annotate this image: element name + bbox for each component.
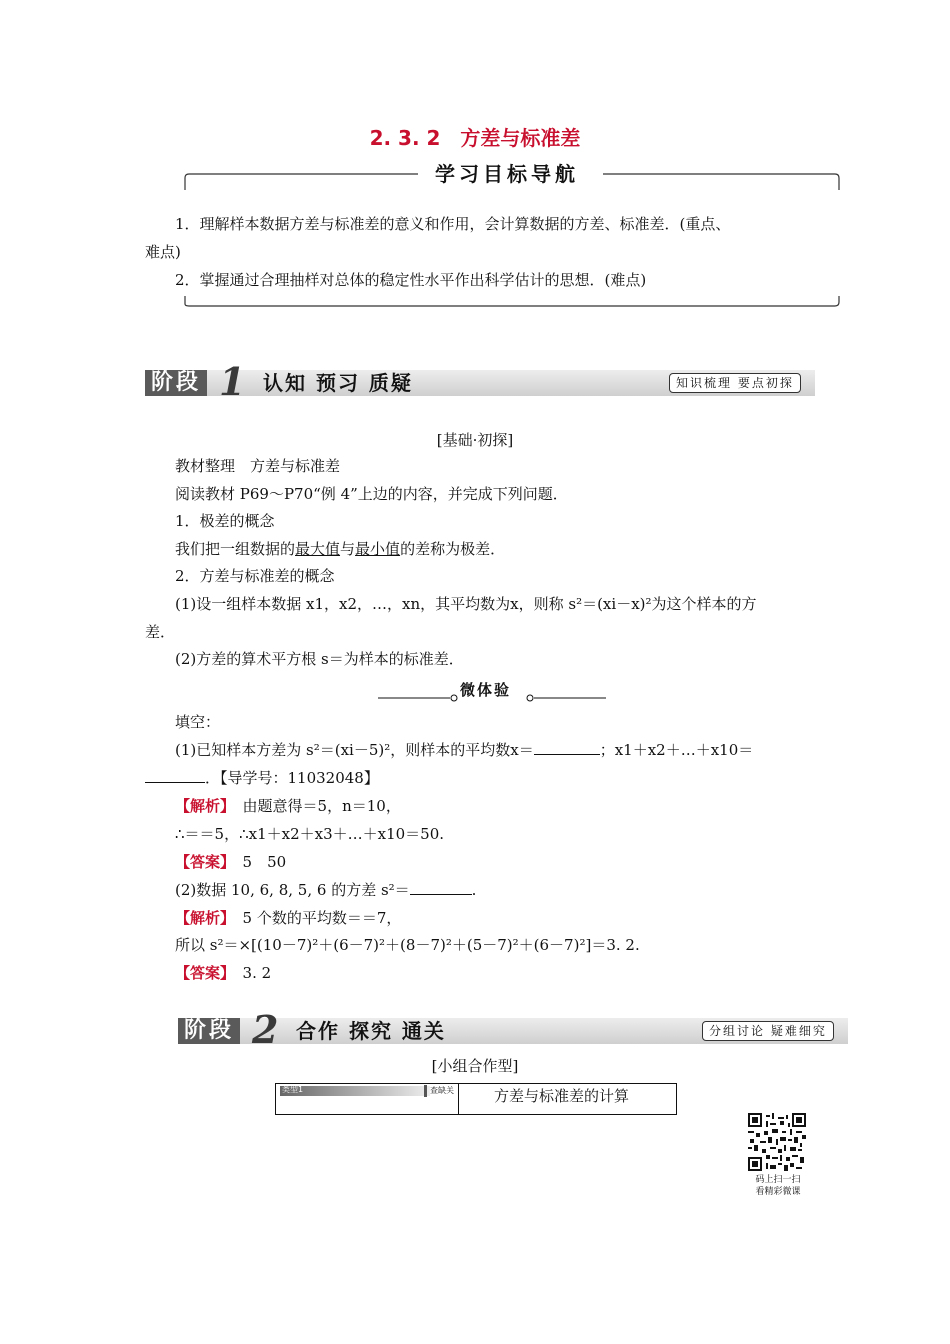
blank-variance[interactable] [410, 880, 472, 895]
section-bracket-group: [小组合作型] [431, 1057, 519, 1075]
question-2: (2)数据 10, 6, 8, 5, 6 的方差 s²＝ . [175, 881, 477, 899]
type-divider [458, 1084, 459, 1114]
experience-heading: 微体验 [460, 681, 512, 699]
type-title: 方差与标准差的计算 [494, 1087, 630, 1105]
question-1-cont: ．【导学号：11032048】 [145, 768, 379, 788]
blank-mean[interactable] [534, 740, 600, 755]
variance-heading: 2．方差与标准差的概念 [175, 567, 335, 585]
analysis-1: 【解析】 由题意得＝5，n＝10， [175, 797, 401, 815]
stage1-title: 认知 预习 质疑 [263, 371, 413, 395]
stage2-number: 2 [252, 1007, 279, 1052]
type-box [275, 1083, 677, 1115]
goal-item-1: 1．理解样本数据方差与标准差的意义和作用，会计算数据的方差、标准差．(重点、 [175, 215, 731, 233]
goals-heading: 学习目标导航 [418, 158, 596, 187]
range-heading: 1．极差的概念 [175, 512, 275, 530]
variance-definition-cont: 差． [145, 623, 176, 641]
fill-label: 填空： [175, 713, 221, 731]
analysis-2-cont: 所以 s²＝×[(10－7)²＋(6－7)²＋(8－7)²＋(5－7)²＋(6－7)²]＝3. 2. [175, 936, 640, 954]
qr-caption-line2: 看精彩微课 [755, 1187, 801, 1197]
qr-caption-line1: 码上扫一扫 [755, 1175, 801, 1185]
goal-item-2: 2．掌握通过合理抽样对总体的稳定性水平作出科学估计的思想．(难点) [175, 271, 647, 289]
stage2-tag: 分组讨论 疑难细究 [702, 1021, 834, 1041]
range-definition: 我们把一组数据的最大值与最小值的差称为极差． [175, 540, 506, 558]
stage2-title: 合作 探究 通关 [296, 1019, 446, 1043]
qr-caption [742, 1174, 814, 1198]
question-1: (1)已知样本方差为 s²＝(xi－5)²，则样本的平均数x＝ ；x1＋x2＋…＋x10＝ [175, 741, 754, 759]
term-min: 最小值 [355, 540, 401, 558]
variance-definition: (1)设一组样本数据 x1，x2，…，xn，其平均数为x，则称 s²＝(xi－x)²为这个样本的方 [175, 595, 757, 613]
section-bracket-basic: [基础·初探] [436, 431, 514, 449]
material-heading: 教材整理 方差与标准差 [175, 457, 341, 475]
analysis-1-cont: ∴＝＝5，∴x1＋x2＋x3＋…＋x10＝50. [175, 825, 445, 843]
reading-instruction: 阅读教材 P69～P70“例 4”上边的内容，并完成下列问题． [175, 485, 568, 503]
analysis-2: 【解析】 5 个数的平均数＝＝7， [175, 909, 402, 927]
stage1-number: 1 [219, 359, 246, 404]
goal-item-1-cont: 难点) [145, 243, 181, 261]
std-definition: (2)方差的算术平方根 s＝为样本的标准差． [175, 650, 464, 668]
type-label: 类型1 [282, 1085, 304, 1094]
answer-2: 【答案】 3. 2 [175, 964, 272, 982]
type-right-label: 查缺关 [424, 1085, 460, 1097]
stage1-tag: 知识梳理 要点初探 [669, 373, 801, 393]
stage1-label: 阶段 [145, 370, 207, 396]
stage2-label: 阶段 [178, 1018, 240, 1044]
page-title: 2. 3. 2 方差与标准差 [369, 126, 581, 150]
stage2-banner [178, 1007, 848, 1052]
answer-1: 【答案】 5 50 [175, 853, 287, 871]
stage1-banner [145, 359, 815, 404]
term-max: 最大值 [295, 540, 341, 558]
qr-code-icon[interactable] [748, 1113, 806, 1171]
blank-sum[interactable] [145, 768, 205, 783]
